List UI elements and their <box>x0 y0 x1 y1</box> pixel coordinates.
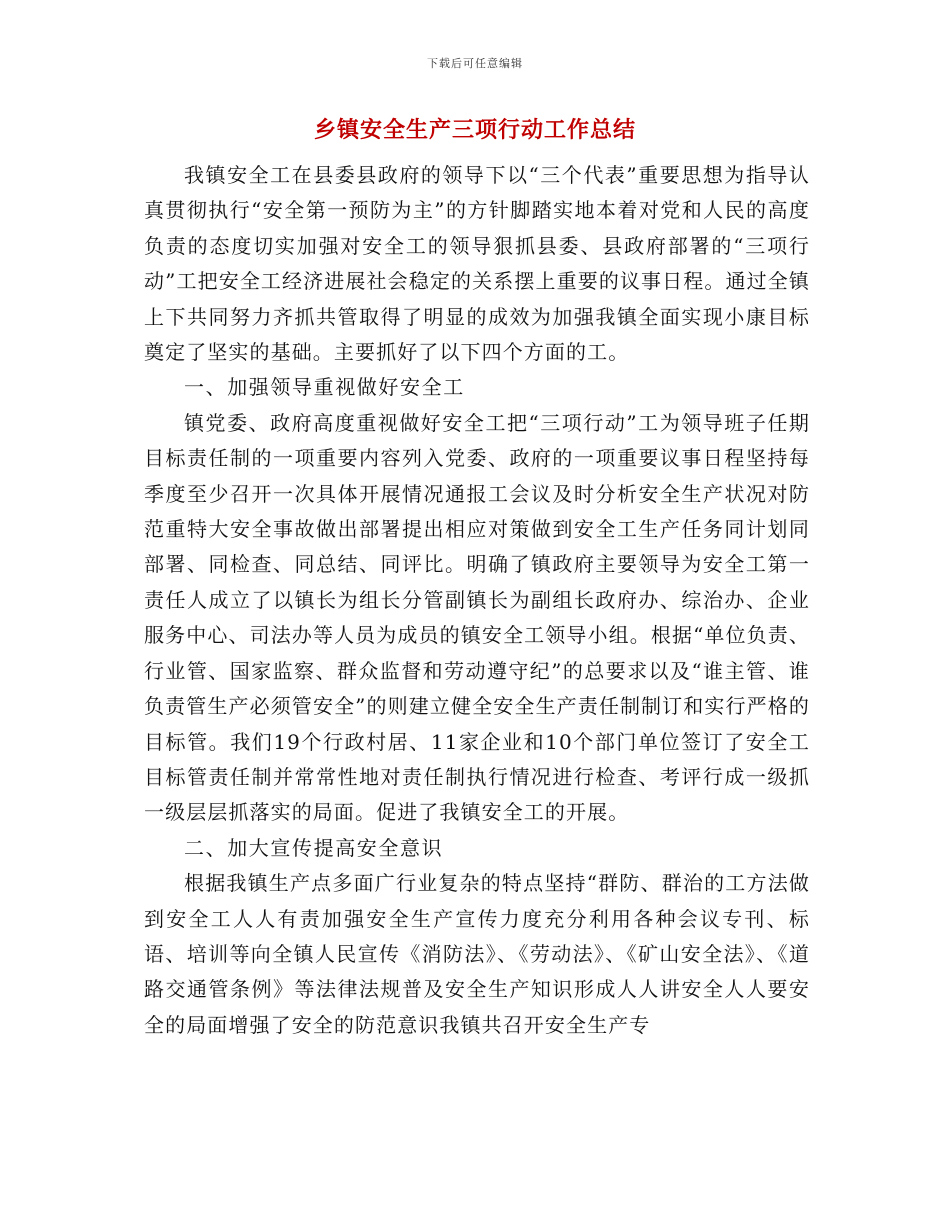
document-body <box>144 158 810 1043</box>
paragraph-intro: 我镇安全工在县委县政府的领导下以“三个代表”重要思想为指导认真贯彻执行“安全第一预防为主”的方针脚踏实地本着对党和人民的高度负责的态度切实加强对安全工的领导狠抓县委、县政府部署的“三项行动”工把安全工经济进展社会稳定的关系摆上重要的议事日程。通过全镇上下共同努力齐抓共管取得了明显的成效为加强我镇全面实现小康目标奠定了坚实的基础。主要抓好了以下四个方面的工。 <box>144 163 810 365</box>
paragraph-section-1: 镇党委、政府高度重视做好安全工把“三项行动”工为领导班子任期目标责任制的一项重要内容列入党委、政府的一项重要议事日程坚持每季度至少召开一次具体开展情况通报工会议及时分析安全生产状况对防范重特大安全事故做出部署提出相应对策做到安全工生产任务同计划同部署、同检查、同总结、同评比。明确了镇政府主要领导为安全工第一责任人成立了以镇长为组长分管副镇长为副组长政府办、综治办、企业服务中心、司法办等人员为成员的镇安全工领导小组。根据“单位负责、行业管、国家监察、群众监督和劳动遵守纪”的总要求以及“谁主管、谁负责管生产必须管安全”的则建立健全安全生产责任制制订和实行严格的目标管。我们19个行政村居、11家企业和10个部门单位签订了安全工目标管责任制并常常性地对责任制执行情况进行检查、考评行成一级抓一级层层抓落实的局面。促进了我镇安全工的开展。 <box>144 410 810 825</box>
paragraph-section-2: 根据我镇生产点多面广行业复杂的特点坚持“群防、群治的工方法做到安全工人人有责加强安全生产宣传力度充分利用各种会议专刊、标语、培训等向全镇人民宣传《消防法》、《劳动法》、《矿山安全法》、《道路交通管条例》等法律法规普及安全生产知识形成人人讲安全人人要安全的局面增强了安全的防范意识我镇共召开安全生产专 <box>144 871 810 1037</box>
header-note: 下载后可任意编辑 <box>427 57 523 70</box>
section-heading-2: 二、加大宣传提高安全意识 <box>184 835 444 860</box>
section-heading-1: 一、加强领导重视做好安全工 <box>184 375 465 400</box>
document-title: 乡镇安全生产三项行动工作总结 <box>313 117 636 143</box>
